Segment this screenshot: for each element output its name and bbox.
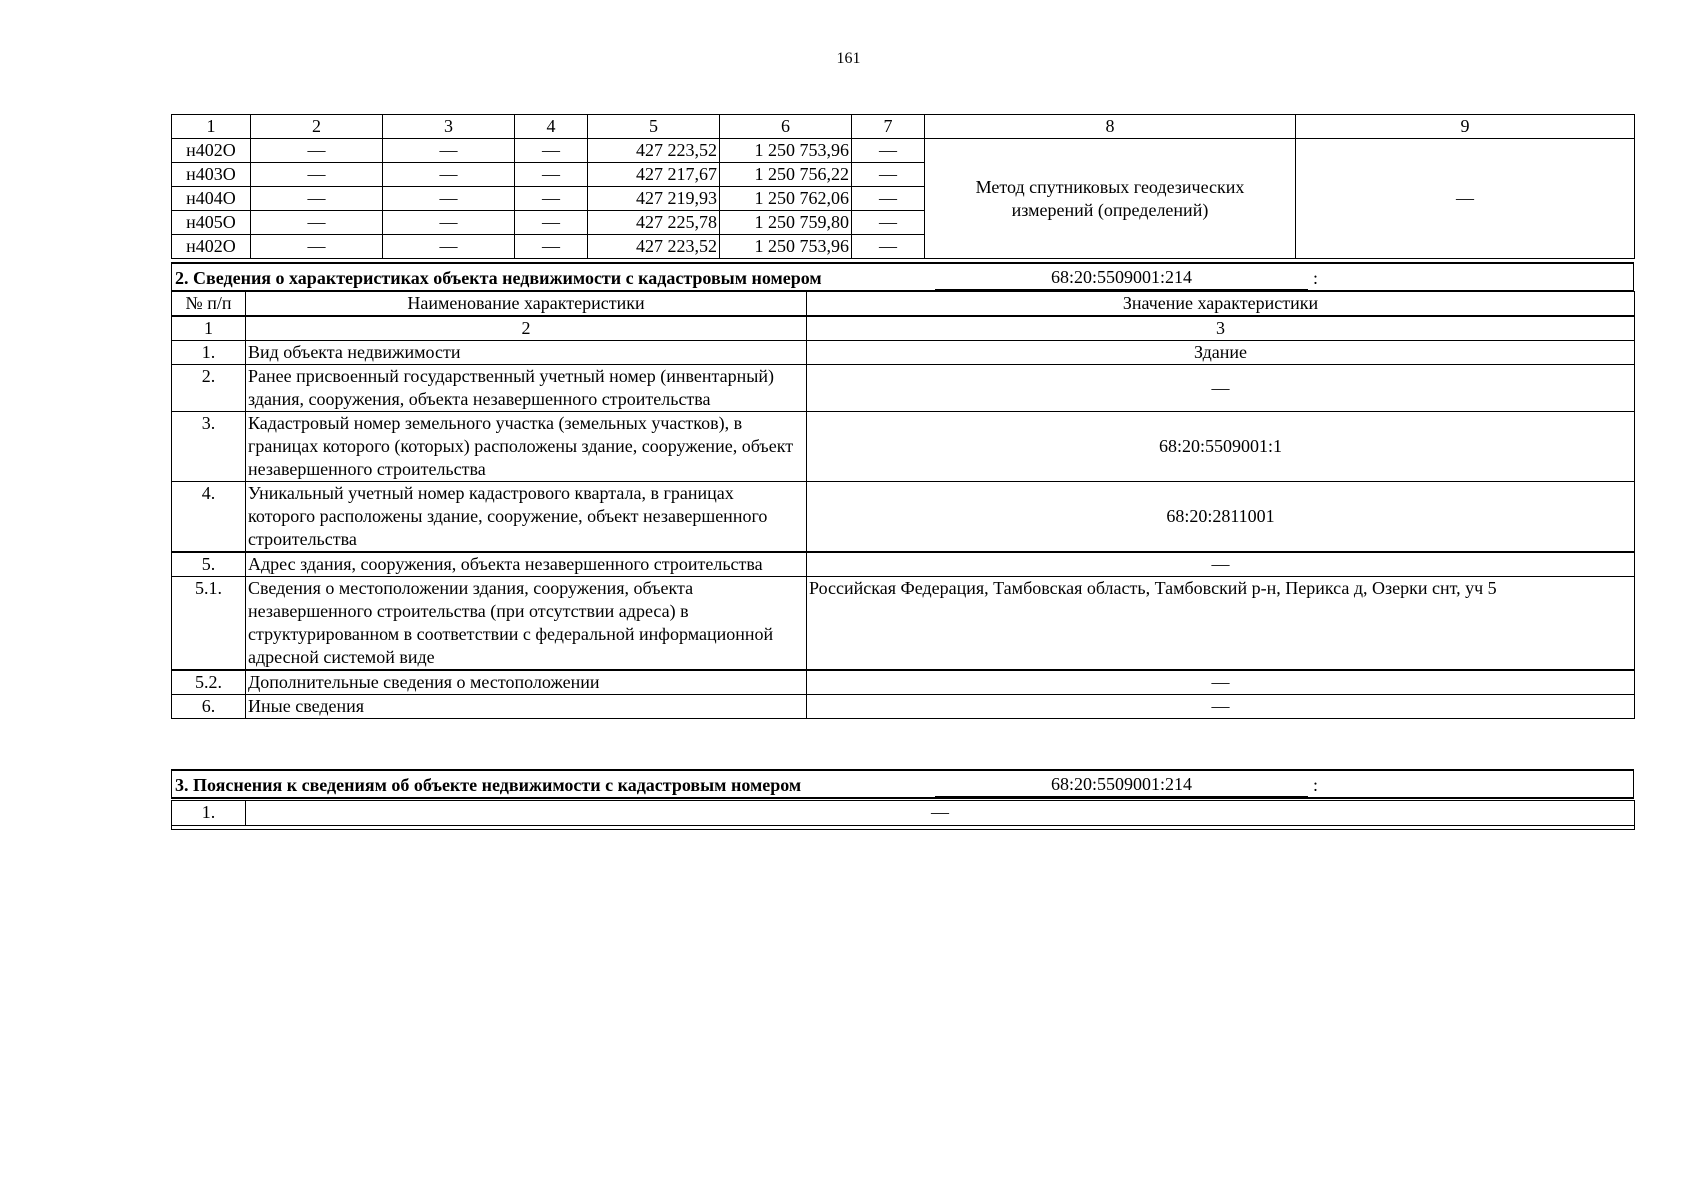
cell-dash: — [251, 163, 383, 187]
col9-cell: — [1296, 139, 1635, 259]
row-value: — [246, 801, 1635, 826]
table-row [172, 365, 1635, 412]
col-number-3: 3 [807, 316, 1635, 341]
row-num: 5. [172, 552, 246, 577]
row-name: Дополнительные сведения о местоположении [246, 670, 807, 695]
cell-dash: — [383, 235, 515, 259]
row-name: Уникальный учетный номер кадастрового квартала, в границах которого расположены здание, сооружение, объект незавершенного строительства [246, 482, 807, 553]
section2-title: 2. Сведения о характеристиках объекта недвижимости с кадастровым номером [175, 268, 822, 288]
point-name: н405О [172, 211, 251, 235]
point-name: н404О [172, 187, 251, 211]
row-name: Сведения о местоположении здания, сооружения, объекта незавершенного строительства (при отсутствии адреса) в структурированном в соответствии с федеральной информационной адресной системой виде [246, 577, 807, 671]
cell-dash: — [852, 187, 925, 211]
cell-dash: — [383, 187, 515, 211]
table-row [172, 482, 1635, 553]
method-cell: Метод спутниковых геодезических измерений (определений) [925, 139, 1296, 259]
row-name: Ранее присвоенный государственный учетный номер (инвентарный) здания, сооружения, объекта незавершенного строительства [246, 365, 807, 412]
table-row [172, 670, 1635, 695]
row-num: 4. [172, 482, 246, 553]
coord-x: 427 217,67 [588, 163, 720, 187]
cell-dash: — [852, 139, 925, 163]
col-header-4: 4 [515, 115, 588, 139]
col-header-3: 3 [383, 115, 515, 139]
column-number-row [172, 316, 1635, 341]
row-num: 6. [172, 695, 246, 719]
section3-header [171, 769, 1634, 799]
table-row [172, 341, 1635, 365]
explanations-table [171, 800, 1635, 830]
cell-dash: — [515, 211, 588, 235]
header-num: № п/п [172, 292, 246, 317]
col-header-8: 8 [925, 115, 1296, 139]
table-row-empty [172, 826, 1635, 830]
cell-dash: — [515, 139, 588, 163]
row-num: 3. [172, 412, 246, 482]
coord-y: 1 250 756,22 [720, 163, 852, 187]
row-num: 1. [172, 801, 246, 826]
row-value: — [807, 552, 1635, 577]
header-value: Значение характеристики [807, 292, 1635, 317]
cell-dash: — [251, 139, 383, 163]
col-header-6: 6 [720, 115, 852, 139]
coordinates-table [171, 114, 1635, 259]
section2-header [171, 262, 1634, 292]
col-header-7: 7 [852, 115, 925, 139]
section3-cadastral-number: 68:20:5509001:214 [935, 773, 1308, 797]
empty-cell [172, 826, 1635, 830]
section3-colon: : [1313, 775, 1319, 795]
point-name: н402О [172, 235, 251, 259]
coord-y: 1 250 753,96 [720, 235, 852, 259]
cell-dash: — [515, 163, 588, 187]
row-num: 5.1. [172, 577, 246, 671]
header-name: Наименование характеристики [246, 292, 807, 317]
table-row [172, 139, 1635, 163]
section3-title: 3. Пояснения к сведениям об объекте недвижимости с кадастровым номером [175, 775, 802, 795]
col-header-2: 2 [251, 115, 383, 139]
col-number-1: 1 [172, 316, 246, 341]
section2-colon: : [1313, 268, 1319, 288]
characteristics-table [171, 291, 1635, 719]
row-value: — [807, 670, 1635, 695]
row-name: Кадастровый номер земельного участка (земельных участков), в границах которого (которых) расположены здание, сооружение, объект незавершенного строительства [246, 412, 807, 482]
table-row [172, 695, 1635, 719]
row-value: 68:20:5509001:1 [807, 412, 1635, 482]
col-header-5: 5 [588, 115, 720, 139]
row-value: — [807, 365, 1635, 412]
cell-dash: — [383, 211, 515, 235]
coord-y: 1 250 762,06 [720, 187, 852, 211]
cell-dash: — [251, 211, 383, 235]
point-name: н402О [172, 139, 251, 163]
cell-dash: — [852, 163, 925, 187]
cell-dash: — [383, 163, 515, 187]
table-row [172, 577, 1635, 671]
coords-header-row [172, 115, 1635, 139]
row-value: — [807, 695, 1635, 719]
cell-dash: — [852, 211, 925, 235]
row-name: Адрес здания, сооружения, объекта незавершенного строительства [246, 552, 807, 577]
col-header-1: 1 [172, 115, 251, 139]
coord-y: 1 250 759,80 [720, 211, 852, 235]
coord-x: 427 225,78 [588, 211, 720, 235]
row-num: 5.2. [172, 670, 246, 695]
coord-x: 427 223,52 [588, 235, 720, 259]
row-name: Вид объекта недвижимости [246, 341, 807, 365]
cell-dash: — [383, 139, 515, 163]
cell-dash: — [251, 235, 383, 259]
col-number-2: 2 [246, 316, 807, 341]
table-row [172, 801, 1635, 826]
row-value: 68:20:2811001 [807, 482, 1635, 553]
characteristics-header-row [172, 292, 1635, 317]
col-header-9: 9 [1296, 115, 1635, 139]
cell-dash: — [515, 187, 588, 211]
coord-y: 1 250 753,96 [720, 139, 852, 163]
page-number: 161 [836, 50, 861, 67]
cell-dash: — [251, 187, 383, 211]
section2-cadastral-number: 68:20:5509001:214 [935, 266, 1308, 290]
row-num: 2. [172, 365, 246, 412]
cell-dash: — [515, 235, 588, 259]
coord-x: 427 223,52 [588, 139, 720, 163]
point-name: н403О [172, 163, 251, 187]
row-name: Иные сведения [246, 695, 807, 719]
coord-x: 427 219,93 [588, 187, 720, 211]
cell-dash: — [852, 235, 925, 259]
row-value: Российская Федерация, Тамбовская область, Тамбовский р-н, Перикса д, Озерки снт, уч 5 [807, 577, 1635, 671]
row-num: 1. [172, 341, 246, 365]
row-value: Здание [807, 341, 1635, 365]
table-row [172, 412, 1635, 482]
table-row [172, 552, 1635, 577]
